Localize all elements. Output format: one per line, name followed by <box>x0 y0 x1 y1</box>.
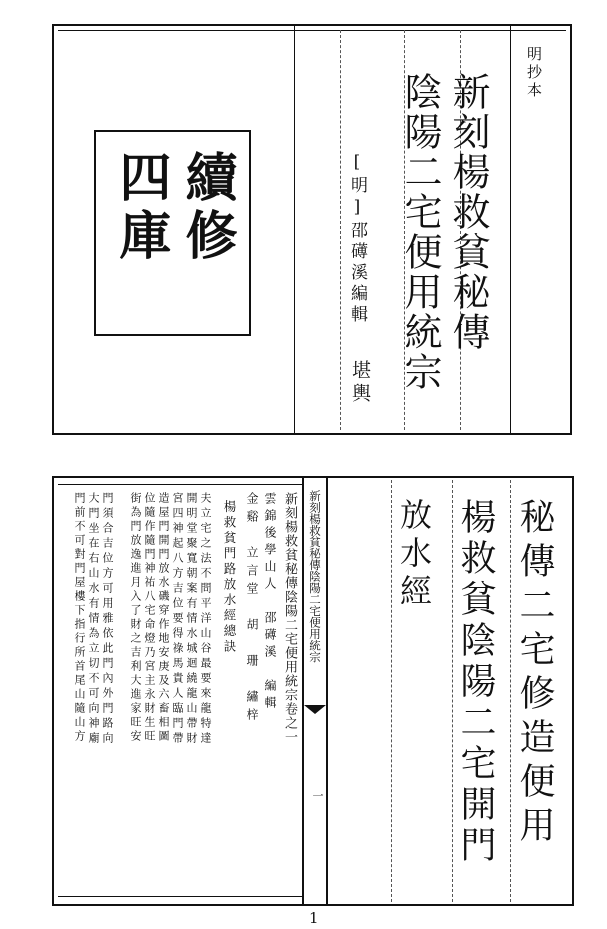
page-number: 1 <box>309 909 319 927</box>
top-panel-divider-right <box>510 26 511 433</box>
commentary-col-6: 街為門放逸進月入了財之吉利大進家旺安 <box>129 492 142 744</box>
commentary-col-9: 門前不可對門屋樓下指行所首尾山隨山方 <box>73 492 86 744</box>
fish-tail-number: 一 <box>311 790 324 801</box>
bottom-panel-inner-top <box>58 484 302 485</box>
fish-tail-mark <box>304 705 326 714</box>
commentary-col-4: 造屋門開門放水磯穿作地安庚及六畜相圖 <box>157 492 170 744</box>
scroll-title: 新刻楊救貧秘傳陰陽二宅便用統宗 <box>308 490 322 663</box>
edition-note: 明抄本 <box>525 46 543 100</box>
cover-col-2: 楊救貧陰陽二宅開門 <box>455 498 496 867</box>
top-panel-outer-rule <box>58 30 566 31</box>
center-column-left <box>302 478 304 904</box>
book-title-col-2: 陰陽二宅便用統宗 <box>398 72 442 392</box>
top-panel-divider <box>294 26 295 433</box>
cover-guide-2 <box>452 480 453 902</box>
cover-col-1: 秘傳二宅修造便用 <box>514 498 555 850</box>
seal-col-right: 續修 <box>176 150 237 266</box>
commentary-col-2: 開明堂聚寬朝案有情水城迴繞龍山帶財 <box>185 492 198 747</box>
seal-col-left: 四庫 <box>110 150 171 266</box>
center-column-right <box>326 478 328 904</box>
commentary-col-5: 位隨作隨門神祐八宅命燈乃宮主永財生旺 <box>143 492 156 744</box>
commentary-col-1: 夫立宅之法不問平洋山谷最要來龍特達 <box>199 492 212 747</box>
text-title: 新刻楊救貧秘傳陰陽二宅便用統宗卷之一 <box>282 492 297 744</box>
commentary-col-7: 門須合吉位方可用雅依此門內外門路向 <box>101 492 114 747</box>
top-panel-guide-1 <box>340 30 341 430</box>
text-heading: 楊救貧門路放水經總訣 <box>222 500 237 655</box>
author-line: [明]邵礡溪編輯 <box>347 152 367 326</box>
commentary-col-8: 大門坐在右山水有情為立切不可向神廟 <box>87 492 100 747</box>
category-label: 堪輿 <box>349 360 371 406</box>
bottom-panel-inner-bottom <box>58 896 302 897</box>
book-title-col-1: 新刻楊救貧秘傳 <box>446 72 490 352</box>
cover-col-3: 放水經 <box>395 498 433 612</box>
text-editor: 雲錦後學山人 邵礡溪 編輯 <box>263 492 277 713</box>
commentary-col-3: 宮四神起八方吉位要得祿馬貴人臨門帶 <box>171 492 184 747</box>
text-publisher: 金谿 立言堂 胡 珊 繡梓 <box>245 492 259 726</box>
cover-guide-1 <box>391 480 392 902</box>
cover-guide-3 <box>510 480 511 902</box>
